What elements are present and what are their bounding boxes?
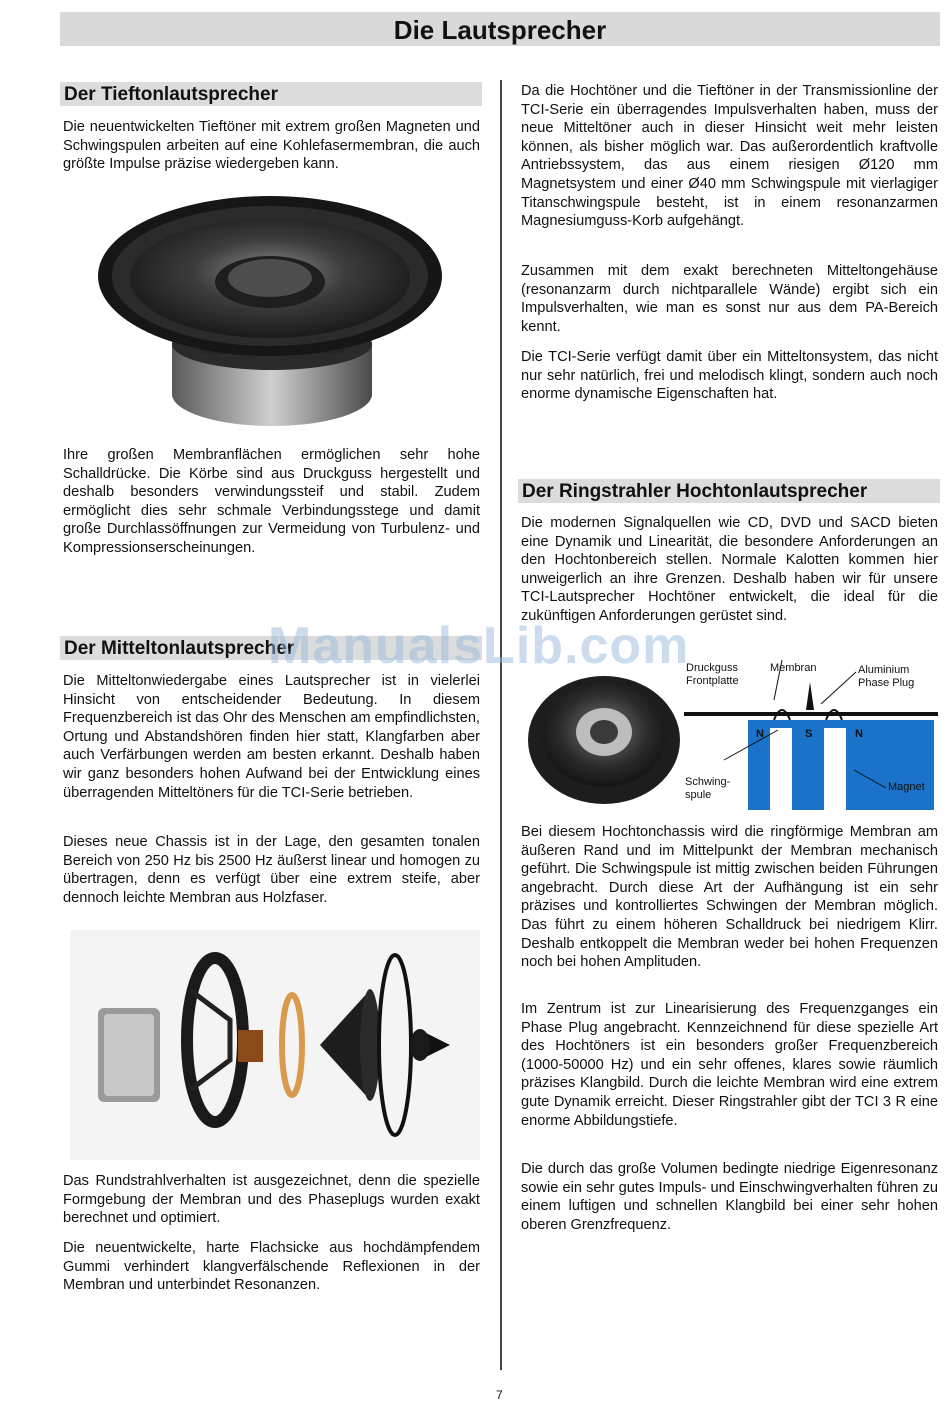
pole-n-right: N [855, 728, 863, 740]
paragraph: Bei diesem Hochtonchassis wird die ringförmige Membran am äußeren Rand und im Mittelpunkt der Membran mechanisch geführt. Die Schwingspule ist mittig zwischen beiden Führungen angebracht. Durch diese Art der Aufhängung ist ein sehr präzises und kontrolliertes Schwingen der Membran möglich. Das führt zu einem höheren Schalldruck bei niedrigem Klirr. Deshalb entkoppelt die Membran weder bei hohen Frequenzen noch bei hohen Amplituden. [521, 824, 938, 971]
section-heading-mittelton: Der Mitteltonlautsprecher [60, 636, 482, 660]
column-divider [500, 80, 502, 1370]
paragraph: Die TCI-Serie verfügt damit über ein Mitteltonsystem, das nicht nur sehr natürlich, frei und melodisch klingt, sondern auch noch enorme dynamische Eigenschaften hat. [521, 349, 938, 403]
paragraph: Die modernen Signalquellen wie CD, DVD und SACD bieten eine Dynamik und Linearität, die besondere Anforderungen an den Hochtonbereich stellen. Normale Kalotten kommen hier unweigerlich an ihre Grenzen. Deshalb haben wir für unsere TCI-Lautsprecher Hochtöner entwickelt, die ideal für die zukünftigen Anforderungen gerüstet sind. [521, 515, 938, 624]
label-magnet: Magnet [888, 781, 925, 793]
watermark: ManualsLib.com [268, 617, 690, 675]
midrange-exploded-image [70, 930, 480, 1160]
page-title: Die Lautsprecher [393, 15, 607, 45]
section-heading-hochton: Der Ringstrahler Hochtonlautsprecher [518, 479, 940, 503]
woofer-image [92, 194, 442, 434]
paragraph: Die neuentwickelte, harte Flachsicke aus hochdämpfendem Gummi verhindert klangverfälschende Reflexionen in der Membran und unterbindet Resonanzen. [63, 1240, 480, 1294]
page-title-bar [60, 12, 940, 46]
label-phase-plug: Aluminium Phase Plug [858, 664, 915, 689]
pole-n-left: N [756, 728, 764, 740]
section-heading-tiefton: Der Tieftonlautsprecher [60, 82, 482, 106]
paragraph: Die durch das große Volumen bedingte niedrige Eigenresonanz sowie ein sehr gutes Impuls- und Einschwingverhalten führen zu einem luftigen und schnellen Klangbild bei einer sehr hohen oberen Grenzfrequenz. [521, 1161, 938, 1233]
label-membran: Membran [770, 662, 817, 674]
paragraph: Zusammen mit dem exakt berechneten Mitteltongehäuse (resonanzarm durch nichtparallele Wände) ergibt sich ein Impulsverhalten, wie man es sonst nur aus dem PA-Bereich kennt. [521, 263, 938, 335]
page-number: 7 [496, 1388, 503, 1402]
paragraph: Im Zentrum ist zur Linearisierung des Frequenzganges ein Phase Plug angebracht. Kennzeichnend für diese spezielle Art des Hochtöners ist ein besonders großer Frequenzbereich (1000-50000 Hz) und ein sehr offenes, klares sowie räumlich präzises Klangbild. Durch die leichte Membran wird eine extrem gute Dynamik erreicht. Dieser Ringstrahler gibt der TCI 3 R eine enorme Abbildungstiefe. [521, 1001, 938, 1129]
label-druckguss: Druckguss Frontplatte [686, 662, 739, 687]
paragraph: Die neuentwickelten Tieftöner mit extrem großen Magneten und Schwingspulen arbeiten auf eine Kohlefasermembran, die auch größte Impulse präzise wiedergeben kann. [63, 119, 480, 173]
paragraph: Das Rundstrahlverhalten ist ausgezeichnet, denn die spezielle Formgebung der Membran und des Phaseplugs wurden exakt berechnet und optimiert. [63, 1173, 480, 1227]
paragraph: Die Mitteltonwiedergabe eines Lautsprecher ist in vielerlei Hinsicht von entscheidender Bedeutung. In diesem Frequenzbereich ist das Ohr des Menschen am empfindlichsten, Ortung und Abstandshören finden hier statt, Klangfarben aber auch Verfärbungen werden am besten erkannt. Deshalb haben wir ganz besonders hohen Aufwand bei der Entwicklung eines überragenden Mitteltöners für die TCI-Serie betrieben. [63, 673, 480, 801]
paragraph: Da die Hochtöner und die Tieftöner in der Transmissionline der TCI-Serie ein überragendes Impulsverhalten haben, muss der neue Mitteltöner auch in dieser Hinsicht weit mehr leisten können, als bisher möglich war. Das außerordentlich kraftvolle Antriebssystem, das aus einem riesigen Ø120 mm Magnetsystem und einer Ø40 mm Schwingspule mit vierlagiger Titanschwingspule besteht, ist in einem resonanzarmen Magnesiumguss-Korb aufgehängt. [521, 83, 938, 230]
label-schwingspule: Schwing-spule [685, 776, 731, 801]
paragraph: Dieses neue Chassis ist in der Lage, den gesamten tonalen Bereich von 250 Hz bis 2500 Hz äußerst linear und homogen zu übertragen, denn es verfügt über eine extrem steife, aber dennoch leichte Membran aus Holzfaser. [63, 834, 480, 906]
paragraph: Ihre großen Membranflächen ermöglichen sehr hohe Schalldrücke. Die Körbe sind aus Druckguss hergestellt und deshalb besonders verwindungssteif und stabil. Zudem ermöglicht dies sehr schmale Verbindungsstege und damit große Durchlassöffnungen zur Vermeidung von Turbulenz- und Kompressionserscheinungen. [63, 447, 480, 556]
pole-s: S [805, 728, 813, 740]
